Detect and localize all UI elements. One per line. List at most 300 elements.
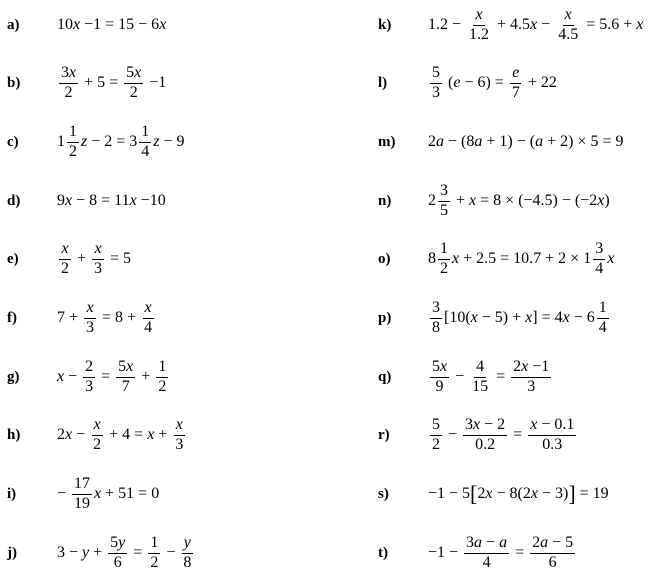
- equation-term: +: [89, 544, 107, 561]
- fraction: [156, 359, 168, 396]
- numerator: [143, 300, 154, 319]
- equation-term: ): [604, 192, 610, 209]
- problem-g: [7, 352, 170, 402]
- fraction: [464, 535, 509, 572]
- equation-term: 9: [435, 377, 444, 395]
- equation-term: [10(: [444, 309, 471, 326]
- equation-term: = 8 +: [98, 309, 141, 326]
- equation-term: 4: [141, 142, 150, 160]
- equation-term: x: [564, 5, 572, 23]
- denominator: [430, 436, 442, 454]
- denominator: [430, 84, 442, 102]
- equation-term: 1: [150, 533, 159, 551]
- equation-term: x: [94, 485, 102, 502]
- equation-term: − 0.1: [537, 415, 575, 433]
- equation-term: 3: [432, 83, 440, 101]
- equation-term: 2: [64, 83, 73, 101]
- numerator: [59, 241, 70, 260]
- equation: [57, 16, 166, 34]
- fraction: [438, 241, 450, 278]
- equation-term: 2: [61, 259, 69, 277]
- equation-term: − 8 = 11: [72, 192, 130, 209]
- denominator: [63, 84, 75, 102]
- equation: [57, 300, 156, 337]
- numerator: [174, 417, 185, 436]
- numerator: [474, 359, 486, 378]
- fraction: [467, 7, 491, 44]
- equation-term: =: [511, 544, 529, 561]
- equation-term: 2: [129, 83, 138, 101]
- denominator: [547, 554, 559, 572]
- equation-term: 3: [94, 259, 103, 277]
- equation-term: + 22: [523, 74, 557, 91]
- equation-term: y: [82, 544, 90, 561]
- numerator: [528, 417, 576, 436]
- problem-e: [7, 234, 131, 284]
- fraction: [430, 65, 442, 102]
- numerator: [463, 417, 507, 436]
- equation-term: y: [118, 533, 126, 551]
- equation-term: + 4 =: [105, 426, 148, 443]
- equation-term: 1: [158, 357, 167, 375]
- equation-term: = 8 × (−4.5) − (−2: [476, 192, 598, 209]
- equation-term: 1: [141, 122, 150, 140]
- problem-p: [378, 293, 611, 343]
- problem-s: [378, 469, 609, 519]
- denominator: [84, 319, 96, 337]
- equation-term: + 1) − (: [482, 133, 536, 150]
- equation-term: − 3): [537, 485, 569, 502]
- equation-term: 3: [466, 533, 475, 551]
- problem-o: [378, 234, 614, 284]
- problem-j: [7, 528, 195, 578]
- equation-term: x: [65, 192, 73, 209]
- fraction: [430, 417, 442, 454]
- denominator: [438, 260, 450, 278]
- equation-term: 10: [57, 16, 73, 33]
- equation-term: x: [57, 368, 65, 385]
- equation-term: 2: [150, 553, 159, 571]
- numerator: [108, 535, 127, 554]
- fraction: [530, 535, 575, 572]
- equation-term: + 51 = 0: [101, 485, 160, 502]
- equation-term: x: [175, 415, 183, 433]
- problem-label: l): [378, 74, 388, 91]
- denominator: [112, 554, 124, 572]
- equation-term: (: [444, 74, 454, 91]
- equation-term: =: [97, 368, 115, 385]
- equation-term: 8: [428, 250, 436, 267]
- denominator: [128, 84, 140, 102]
- problem-f: [7, 293, 156, 343]
- fraction: [84, 300, 96, 337]
- equation-term: 0.2: [475, 435, 496, 453]
- equation: [428, 183, 610, 220]
- fraction: [593, 241, 605, 278]
- fraction: [59, 65, 78, 102]
- equation-term: 2: [428, 133, 436, 150]
- problem-label: k): [378, 16, 392, 33]
- equation-term: a: [535, 133, 544, 150]
- denominator: [597, 319, 609, 337]
- problem-label: q): [378, 368, 392, 385]
- equation-term: x: [469, 192, 477, 209]
- equation-term: −: [162, 544, 180, 561]
- equation-term: x: [473, 415, 481, 433]
- numerator: [511, 359, 551, 378]
- problem-c: [7, 117, 185, 167]
- equation-term: 2: [477, 485, 486, 502]
- equation-term: = 5.6 +: [582, 16, 637, 33]
- equation-term: − (8: [444, 133, 475, 150]
- equation: [428, 483, 609, 505]
- fraction: [91, 417, 103, 454]
- equation-term: 3: [432, 298, 440, 316]
- denominator: [67, 143, 79, 161]
- denominator: [139, 143, 151, 161]
- equation-term: x: [134, 63, 142, 81]
- equation-term: −: [72, 426, 90, 443]
- numerator: [438, 241, 450, 260]
- equation-term: z: [153, 133, 160, 150]
- problem-k: [378, 0, 643, 50]
- fraction: [470, 359, 490, 396]
- equation-term: 2: [513, 357, 522, 375]
- equation-term: 3: [61, 63, 69, 81]
- equation-term: x: [61, 239, 69, 257]
- equation: [57, 417, 187, 454]
- equation-term: 3: [85, 377, 94, 395]
- equation-term: − 9: [159, 133, 185, 150]
- equation-term: a: [540, 533, 549, 551]
- bracket: ]: [568, 481, 576, 506]
- equation-term: 3 −: [57, 544, 83, 561]
- equation: [57, 65, 166, 102]
- equation: [57, 192, 166, 210]
- equation-term: 5: [432, 63, 440, 81]
- denominator: [156, 378, 168, 396]
- problem-b: [7, 58, 166, 108]
- equation: [57, 359, 170, 396]
- equation-term: −1 −: [428, 544, 463, 561]
- equation-term: 4: [595, 259, 604, 277]
- equation-term: e: [453, 74, 461, 91]
- equation-term: a: [474, 533, 483, 551]
- equation-term: 2: [440, 259, 448, 277]
- equation-term: 7: [511, 83, 520, 101]
- fraction: [139, 124, 151, 161]
- equation-term: x: [485, 485, 493, 502]
- problem-label: r): [378, 426, 390, 443]
- problem-label: c): [7, 133, 19, 150]
- denominator: [473, 436, 497, 454]
- equation-term: x: [86, 298, 94, 316]
- denominator: [59, 260, 71, 278]
- equation-term: ] = 4: [532, 309, 563, 326]
- denominator: [438, 202, 450, 220]
- equation-term: =: [509, 426, 527, 443]
- equation: [57, 124, 185, 161]
- equation-term: −: [537, 16, 555, 33]
- numerator: [92, 241, 103, 260]
- equation-term: 1.2: [469, 25, 490, 43]
- fraction: [142, 300, 154, 337]
- equation-term: −: [444, 426, 462, 443]
- equation-term: a: [499, 533, 508, 551]
- equation-term: 2: [432, 435, 440, 453]
- equation-term: x: [607, 250, 615, 267]
- fraction: [181, 535, 193, 572]
- equation-term: −1 = 15 − 6: [80, 16, 160, 33]
- equation-term: −1: [528, 357, 550, 375]
- fraction: [72, 476, 92, 513]
- equation-term: x: [597, 192, 605, 209]
- fraction: [173, 417, 185, 454]
- equation-term: x: [93, 415, 101, 433]
- equation-term: 5: [432, 415, 440, 433]
- denominator: [91, 436, 103, 454]
- equation-term: −1 − 5: [428, 485, 471, 502]
- problem-label: j): [7, 544, 17, 561]
- equation-term: −10: [136, 192, 166, 209]
- fraction: [59, 241, 71, 278]
- problem-label: g): [7, 368, 20, 385]
- equation-term: 15: [472, 377, 489, 395]
- problem-label: m): [378, 133, 396, 150]
- equation-term: 7: [121, 377, 130, 395]
- equation-term: 3: [527, 377, 536, 395]
- equation-term: =: [129, 544, 147, 561]
- fraction: [438, 183, 450, 220]
- equation-term: 2: [428, 192, 436, 209]
- equation-term: +: [137, 368, 155, 385]
- equation-term: − 5) +: [477, 309, 526, 326]
- numerator: [182, 535, 193, 554]
- equation-term: 5: [110, 533, 119, 551]
- fraction: [92, 241, 104, 278]
- equation-term: a: [436, 133, 444, 150]
- denominator: [120, 378, 132, 396]
- numerator: [72, 476, 92, 495]
- equation-term: z: [81, 133, 88, 150]
- problem-label: s): [378, 485, 389, 502]
- equation-term: 2: [57, 426, 65, 443]
- problem-label: b): [7, 74, 21, 91]
- numerator: [597, 300, 609, 319]
- denominator: [434, 378, 446, 396]
- equation-term: 2: [69, 142, 77, 160]
- equation-term: 4: [144, 318, 153, 336]
- equation-term: + 4.5: [493, 16, 531, 33]
- fraction: [511, 359, 551, 396]
- numerator: [430, 359, 449, 378]
- fraction: [83, 359, 95, 396]
- equation-term: 2: [532, 533, 541, 551]
- equation-term: 1: [69, 122, 77, 140]
- problem-i: [7, 469, 159, 519]
- equation-term: 5: [118, 357, 127, 375]
- equation: [57, 476, 159, 513]
- fraction: [597, 300, 609, 337]
- numerator: [156, 359, 168, 378]
- equation-term: x: [69, 63, 77, 81]
- equation-term: x: [452, 250, 460, 267]
- numerator: [510, 65, 521, 84]
- denominator: [470, 378, 490, 396]
- equation-term: x: [530, 485, 538, 502]
- problem-r: [378, 410, 578, 460]
- problem-label: t): [378, 544, 388, 561]
- equation-term: 8: [183, 553, 192, 571]
- numerator: [430, 300, 442, 319]
- problem-label: e): [7, 250, 19, 267]
- equation-term: 7 +: [57, 309, 83, 326]
- equation: [57, 535, 195, 572]
- equation-term: x: [470, 309, 478, 326]
- equation-term: − 6: [569, 309, 595, 326]
- numerator: [67, 124, 79, 143]
- problem-h: [7, 410, 187, 460]
- equation: [428, 535, 577, 572]
- equation-term: = 19: [575, 485, 609, 502]
- problem-label: d): [7, 192, 21, 209]
- equation-term: 6: [113, 553, 122, 571]
- equation-term: 3: [440, 181, 448, 199]
- equation-term: + 2) × 5 = 9: [543, 133, 624, 150]
- problem-label: f): [7, 309, 17, 326]
- equation-term: +: [452, 192, 470, 209]
- equation-term: y: [183, 533, 191, 551]
- denominator: [83, 378, 95, 396]
- equation-term: 0.3: [542, 435, 563, 453]
- equation-term: 2: [93, 435, 102, 453]
- numerator: [430, 65, 442, 84]
- fraction: [430, 300, 442, 337]
- numerator: [116, 359, 135, 378]
- numerator: [464, 535, 509, 554]
- equation: [428, 417, 578, 454]
- equation-term: x: [530, 16, 538, 33]
- denominator: [540, 436, 564, 454]
- equation: [428, 7, 643, 44]
- problem-l: [378, 58, 557, 108]
- equation-term: x: [94, 239, 102, 257]
- equation-term: + 2.5 = 10.7 + 2 × 1: [459, 250, 592, 267]
- equation-term: 9: [57, 192, 65, 209]
- equation-term: 4: [476, 357, 485, 375]
- fraction: [148, 535, 160, 572]
- equation-term: =: [492, 368, 510, 385]
- equation-term: x: [530, 415, 538, 433]
- problem-a: [7, 0, 166, 50]
- equation-term: −: [482, 533, 500, 551]
- problem-label: p): [378, 309, 392, 326]
- equation: [57, 241, 131, 278]
- denominator: [556, 26, 580, 44]
- equation: [428, 133, 623, 151]
- equation-term: x: [636, 16, 644, 33]
- equation-term: 3: [595, 239, 604, 257]
- equation-term: +: [73, 250, 91, 267]
- equation-term: 3: [175, 435, 184, 453]
- equation-term: − 8(2: [492, 485, 531, 502]
- equation-term: +: [154, 426, 172, 443]
- problem-label: n): [378, 192, 392, 209]
- equation-term: 17: [74, 474, 91, 492]
- equation-term: 4.5: [558, 25, 579, 43]
- denominator: [525, 378, 537, 396]
- denominator: [173, 436, 185, 454]
- numerator: [148, 535, 160, 554]
- equation-term: a: [474, 133, 483, 150]
- numerator: [124, 65, 143, 84]
- equation-term: − 2 = 3: [87, 133, 138, 150]
- fraction: [463, 417, 507, 454]
- equation-term: 1.2 −: [428, 16, 466, 33]
- numerator: [83, 359, 95, 378]
- equation-term: 1: [440, 239, 448, 257]
- numerator: [473, 7, 484, 26]
- problem-d: [7, 176, 166, 226]
- equation-term: + 5 =: [80, 74, 123, 91]
- equation-term: x: [562, 309, 570, 326]
- equation-term: −: [451, 368, 469, 385]
- fraction: [67, 124, 79, 161]
- equation-term: 3: [465, 415, 474, 433]
- denominator: [142, 319, 154, 337]
- equation-term: 5: [126, 63, 135, 81]
- numerator: [430, 417, 442, 436]
- equation-term: − 2: [480, 415, 506, 433]
- numerator: [593, 241, 605, 260]
- equation-term: x: [475, 5, 483, 23]
- problem-label: h): [7, 426, 21, 443]
- equation-term: x: [525, 309, 533, 326]
- numerator: [438, 183, 450, 202]
- problem-label: o): [378, 250, 391, 267]
- fraction: [556, 7, 580, 44]
- numerator: [563, 7, 574, 26]
- denominator: [92, 260, 104, 278]
- fraction: [430, 359, 449, 396]
- problem-n: [378, 176, 610, 226]
- numerator: [92, 417, 103, 436]
- equation-term: −: [64, 368, 82, 385]
- problem-q: [378, 352, 553, 402]
- denominator: [510, 84, 522, 102]
- equation: [428, 359, 553, 396]
- equation: [428, 300, 611, 337]
- equation-term: 3: [86, 318, 95, 336]
- equation-term: x: [65, 426, 73, 443]
- equation-term: 4: [598, 318, 607, 336]
- problem-m: [378, 117, 623, 167]
- equation-term: x: [147, 426, 155, 443]
- equation-term: = 5: [106, 250, 132, 267]
- numerator: [59, 65, 78, 84]
- equation-term: x: [159, 16, 167, 33]
- equation-term: −1: [145, 74, 167, 91]
- fraction: [108, 535, 127, 572]
- equation-term: 2: [85, 357, 94, 375]
- denominator: [181, 554, 193, 572]
- equation-term: − 5: [548, 533, 574, 551]
- fraction: [116, 359, 135, 396]
- equation-term: 1: [598, 298, 607, 316]
- equation-term: 1: [57, 133, 65, 150]
- equation-term: 6: [548, 553, 557, 571]
- equation-term: e: [512, 63, 520, 81]
